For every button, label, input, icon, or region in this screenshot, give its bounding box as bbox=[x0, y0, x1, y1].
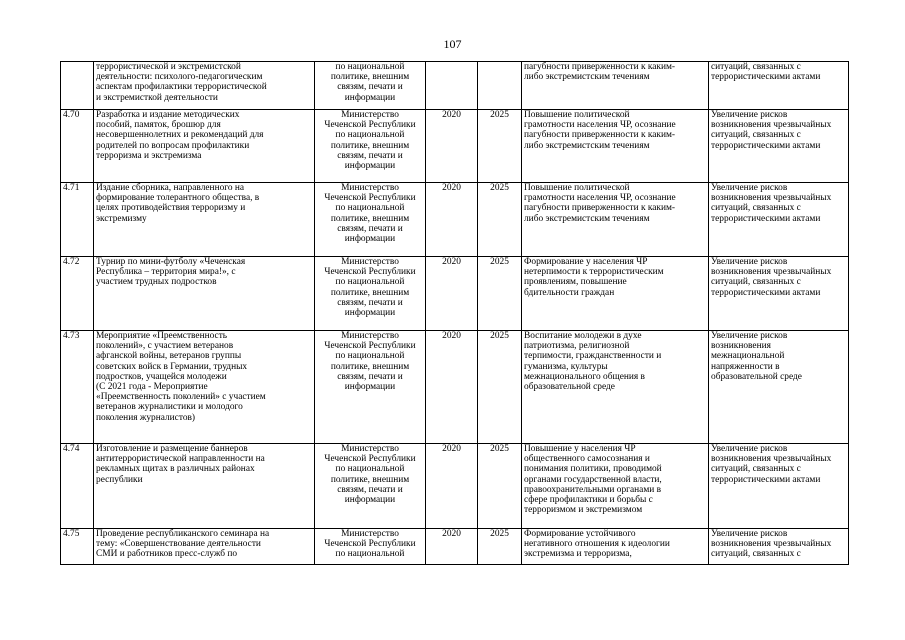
executor-line: связям, печати и bbox=[337, 223, 403, 234]
end-year-cell: 2025 bbox=[478, 529, 522, 565]
risk-description-line: напряженности в bbox=[711, 361, 780, 372]
risk-description-line: возникновения чрезвычайных bbox=[711, 539, 832, 550]
measure-description-cell bbox=[94, 257, 315, 331]
executor-line: Чеченской Республики bbox=[324, 454, 416, 465]
measure-description-line: «Преемственность поколений» с участием bbox=[96, 392, 266, 403]
expected-result-line: органами государственной власти, bbox=[524, 474, 662, 485]
measure-description-line: терроризма и экстремизма bbox=[96, 150, 202, 161]
expected-result-cell bbox=[522, 110, 709, 183]
start-year-cell: 2020 bbox=[426, 331, 478, 444]
measure-description-line: родителей по вопросам профилактики bbox=[96, 140, 250, 151]
executor-cell bbox=[315, 331, 426, 444]
executor-line: политике, внешним bbox=[330, 287, 410, 298]
page-number: 107 bbox=[443, 37, 462, 51]
measure-description-line: Республика – территория мира!», с bbox=[96, 267, 236, 278]
measure-description-line: Проведение республиканского семинара на bbox=[96, 529, 270, 539]
measure-description-line: Издание сборника, направленного на bbox=[96, 183, 245, 193]
end-year-cell: 2025 bbox=[478, 444, 522, 529]
table-row bbox=[61, 183, 849, 257]
expected-result-cell bbox=[522, 257, 709, 331]
expected-result-cell bbox=[522, 183, 709, 257]
executor-line: связям, печати и bbox=[337, 371, 403, 382]
executor-line: информации bbox=[344, 161, 396, 172]
risk-description-line: возникновения чрезвычайных bbox=[711, 267, 832, 278]
expected-result-line: экстремизма и терроризма, bbox=[524, 549, 632, 560]
executor-line: политике, внешним bbox=[330, 213, 410, 224]
risk-description-line: террористическими актами bbox=[711, 72, 821, 83]
executor-line: политике, внешним bbox=[330, 361, 410, 372]
table-row bbox=[61, 62, 849, 110]
start-year-cell bbox=[426, 62, 478, 110]
measure-description-cell bbox=[94, 529, 315, 565]
start-year-cell: 2020 bbox=[426, 183, 478, 257]
expected-result-line: нетерпимости к террористическим bbox=[524, 267, 664, 278]
executor-cell bbox=[315, 110, 426, 183]
executor-line: информации bbox=[344, 234, 396, 245]
executor-line: Министерство bbox=[341, 444, 399, 454]
expected-result-line: либо экстремистским течениям bbox=[524, 140, 650, 151]
executor-cell bbox=[315, 62, 426, 110]
expected-result-line: пагубности приверженности к каким- bbox=[524, 130, 676, 141]
measure-number-cell: 4.74 bbox=[61, 444, 94, 529]
expected-result-line: грамотности населения ЧР, осознание bbox=[524, 193, 676, 204]
risk-description-line: ситуаций, связанных с bbox=[711, 130, 801, 141]
measure-description-cell bbox=[94, 444, 315, 529]
expected-result-cell bbox=[522, 62, 709, 110]
executor-line: по национальной bbox=[335, 62, 405, 72]
measure-description-line: афганской войны, ветеранов группы bbox=[96, 351, 242, 362]
expected-result-line: понимания политики, проводимой bbox=[524, 464, 662, 475]
risk-description-cell bbox=[709, 62, 849, 110]
risk-description-line: возникновения bbox=[711, 341, 771, 352]
start-year-cell: 2020 bbox=[426, 257, 478, 331]
executor-cell bbox=[315, 529, 426, 565]
measure-description-line: СМИ и работников пресс-служб по bbox=[96, 549, 238, 560]
end-year-cell: 2025 bbox=[478, 331, 522, 444]
end-year-cell: 2025 bbox=[478, 183, 522, 257]
risk-description-cell bbox=[709, 183, 849, 257]
measure-description-line: пособий, памяток, брошюр для bbox=[96, 120, 221, 131]
expected-result-line: грамотности населения ЧР, осознание bbox=[524, 120, 676, 131]
executor-line: связям, печати и bbox=[337, 484, 403, 495]
risk-description-line: образовательной среде bbox=[711, 371, 802, 382]
risk-description-line: Увеличение рисков bbox=[711, 110, 788, 120]
risk-description-line: Увеличение рисков bbox=[711, 529, 788, 539]
executor-line: по национальной bbox=[335, 203, 405, 214]
executor-line: политике, внешним bbox=[330, 72, 410, 83]
expected-result-line: правоохранительными органами в bbox=[524, 484, 662, 495]
measure-description-line: рекламных щитах в различных районах bbox=[96, 464, 255, 475]
expected-result-line: терпимости, гражданственности и bbox=[524, 351, 662, 362]
expected-result-line: либо экстремистским течениям bbox=[524, 72, 650, 83]
measure-description-line: тему: «Совершенствование деятельности bbox=[96, 539, 261, 550]
expected-result-cell bbox=[522, 529, 709, 565]
measure-description-line: подростков, учащейся молодежи bbox=[96, 371, 227, 382]
measure-description-line: (С 2021 года - Мероприятие bbox=[96, 382, 208, 393]
risk-description-line: ситуаций, связанных с bbox=[711, 62, 801, 72]
expected-result-line: гуманизма, культуры bbox=[524, 361, 608, 372]
measure-description-line: Турнир по мини-футболу «Чеченская bbox=[96, 257, 246, 267]
measure-number-cell bbox=[61, 62, 94, 110]
start-year-cell: 2020 bbox=[426, 444, 478, 529]
expected-result-line: Повышение политической bbox=[524, 183, 630, 193]
risk-description-line: возникновения чрезвычайных bbox=[711, 193, 832, 204]
table-row bbox=[61, 331, 849, 444]
expected-result-line: пагубности приверженности к каким- bbox=[524, 62, 676, 72]
executor-line: Министерство bbox=[341, 110, 399, 120]
measure-description-cell bbox=[94, 110, 315, 183]
measure-number-cell: 4.75 bbox=[61, 529, 94, 565]
measure-number-cell: 4.70 bbox=[61, 110, 94, 183]
risk-description-line: Увеличение рисков bbox=[711, 331, 788, 341]
measure-description-cell bbox=[94, 183, 315, 257]
executor-line: Чеченской Республики bbox=[324, 267, 416, 278]
measure-description-cell bbox=[94, 331, 315, 444]
executor-line: по национальной bbox=[335, 277, 405, 288]
executor-line: по национальной bbox=[335, 549, 405, 560]
measure-description-line: поколения журналистов) bbox=[96, 412, 196, 423]
measure-description-line: террористической и экстремистской bbox=[96, 62, 241, 72]
expected-result-line: общественного самосознания и bbox=[524, 454, 650, 465]
expected-result-line: Повышение у населения ЧР bbox=[524, 444, 636, 454]
executor-line: информации bbox=[344, 495, 396, 506]
start-year-cell: 2020 bbox=[426, 529, 478, 565]
measure-description-line: целях противодействия терроризму и bbox=[96, 203, 246, 214]
start-year-cell: 2020 bbox=[426, 110, 478, 183]
measure-description-line: несовершеннолетних и рекомендаций для bbox=[96, 130, 264, 141]
executor-line: Чеченской Республики bbox=[324, 193, 416, 204]
executor-line: Министерство bbox=[341, 257, 399, 267]
end-year-cell: 2025 bbox=[478, 257, 522, 331]
measure-description-cell bbox=[94, 62, 315, 110]
executor-line: по национальной bbox=[335, 464, 405, 475]
table-row bbox=[61, 444, 849, 529]
risk-description-cell bbox=[709, 331, 849, 444]
risk-description-line: Увеличение рисков bbox=[711, 257, 788, 267]
risk-description-cell bbox=[709, 444, 849, 529]
measure-description-line: поколений», с участием ветеранов bbox=[96, 341, 234, 352]
expected-result-line: бдительности граждан bbox=[524, 287, 615, 298]
expected-result-line: либо экстремистским течениям bbox=[524, 213, 650, 224]
risk-description-line: террористическими актами bbox=[711, 287, 821, 298]
executor-line: Министерство bbox=[341, 331, 399, 341]
risk-description-line: возникновения чрезвычайных bbox=[711, 120, 832, 131]
executor-cell bbox=[315, 183, 426, 257]
risk-description-line: террористическими актами bbox=[711, 213, 821, 224]
measure-number-cell: 4.73 bbox=[61, 331, 94, 444]
measure-description-line: и экстремисткой деятельности bbox=[96, 92, 218, 103]
expected-result-cell bbox=[522, 331, 709, 444]
expected-result-line: Формирование у населения ЧР bbox=[524, 257, 648, 267]
measure-description-line: экстремизму bbox=[96, 213, 147, 224]
expected-result-line: сфере профилактики и борьбы с bbox=[524, 495, 653, 506]
risk-description-cell bbox=[709, 257, 849, 331]
executor-line: Чеченской Республики bbox=[324, 539, 416, 550]
measure-description-line: Изготовление и размещение баннеров bbox=[96, 444, 248, 454]
executor-line: информации bbox=[344, 308, 396, 319]
measure-number-cell: 4.71 bbox=[61, 183, 94, 257]
measure-description-line: аспектам профилактики террористической bbox=[96, 82, 267, 93]
end-year-cell: 2025 bbox=[478, 110, 522, 183]
executor-cell bbox=[315, 444, 426, 529]
executor-line: политике, внешним bbox=[330, 474, 410, 485]
risk-description-line: ситуаций, связанных с bbox=[711, 549, 801, 560]
measure-number-cell: 4.72 bbox=[61, 257, 94, 331]
expected-result-line: Повышение политической bbox=[524, 110, 630, 120]
risk-description-line: Увеличение рисков bbox=[711, 183, 788, 193]
end-year-cell bbox=[478, 62, 522, 110]
expected-result-line: проявлениям, повышение bbox=[524, 277, 627, 288]
measures-table bbox=[60, 61, 849, 565]
executor-line: по национальной bbox=[335, 351, 405, 362]
expected-result-line: Формирование устойчивого bbox=[524, 529, 636, 539]
risk-description-line: террористическими актами bbox=[711, 140, 821, 151]
measure-description-line: формирование толерантного общества, в bbox=[96, 193, 260, 204]
executor-line: политике, внешним bbox=[330, 140, 410, 151]
risk-description-cell bbox=[709, 529, 849, 565]
executor-line: Чеченской Республики bbox=[324, 120, 416, 131]
measure-description-line: Мероприятие «Преемственность bbox=[96, 331, 228, 341]
expected-result-cell bbox=[522, 444, 709, 529]
measure-description-line: деятельности: психолого-педагогическим bbox=[96, 72, 263, 83]
measure-description-line: ветеранов журналистики и молодого bbox=[96, 402, 243, 413]
expected-result-line: терроризмом и экстремизмом bbox=[524, 505, 643, 516]
measure-description-line: антитеррористической направленности на bbox=[96, 454, 265, 465]
table-row bbox=[61, 257, 849, 331]
expected-result-line: Воспитание молодежи в духе bbox=[524, 331, 642, 341]
risk-description-line: ситуаций, связанных с bbox=[711, 277, 801, 288]
expected-result-line: межнационального общения в bbox=[524, 371, 645, 382]
risk-description-cell bbox=[709, 110, 849, 183]
expected-result-line: патриотизма, религиозной bbox=[524, 341, 630, 352]
executor-line: Министерство bbox=[341, 183, 399, 193]
executor-line: по национальной bbox=[335, 130, 405, 141]
table-row bbox=[61, 110, 849, 183]
risk-description-line: ситуаций, связанных с bbox=[711, 203, 801, 214]
measure-description-line: Разработка и издание методических bbox=[96, 110, 240, 120]
executor-line: информации bbox=[344, 92, 396, 103]
expected-result-line: образовательной среде bbox=[524, 382, 615, 393]
measure-description-line: республики bbox=[96, 474, 143, 485]
executor-line: Министерство bbox=[341, 529, 399, 539]
risk-description-line: террористическими актами bbox=[711, 474, 821, 485]
risk-description-line: возникновения чрезвычайных bbox=[711, 454, 832, 465]
expected-result-line: негативного отношения к идеологии bbox=[524, 539, 670, 550]
risk-description-line: межнациональной bbox=[711, 351, 785, 362]
risk-description-line: Увеличение рисков bbox=[711, 444, 788, 454]
executor-line: информации bbox=[344, 382, 396, 393]
risk-description-line: ситуаций, связанных с bbox=[711, 464, 801, 475]
executor-line: связям, печати и bbox=[337, 150, 403, 161]
measure-description-line: участием трудных подростков bbox=[96, 277, 217, 288]
executor-cell bbox=[315, 257, 426, 331]
measure-description-line: советских войск в Германии, трудных bbox=[96, 361, 248, 372]
executor-line: Чеченской Республики bbox=[324, 341, 416, 352]
executor-line: связям, печати и bbox=[337, 82, 403, 93]
expected-result-line: пагубности приверженности к каким- bbox=[524, 203, 676, 214]
executor-line: связям, печати и bbox=[337, 297, 403, 308]
table-row bbox=[61, 529, 849, 565]
